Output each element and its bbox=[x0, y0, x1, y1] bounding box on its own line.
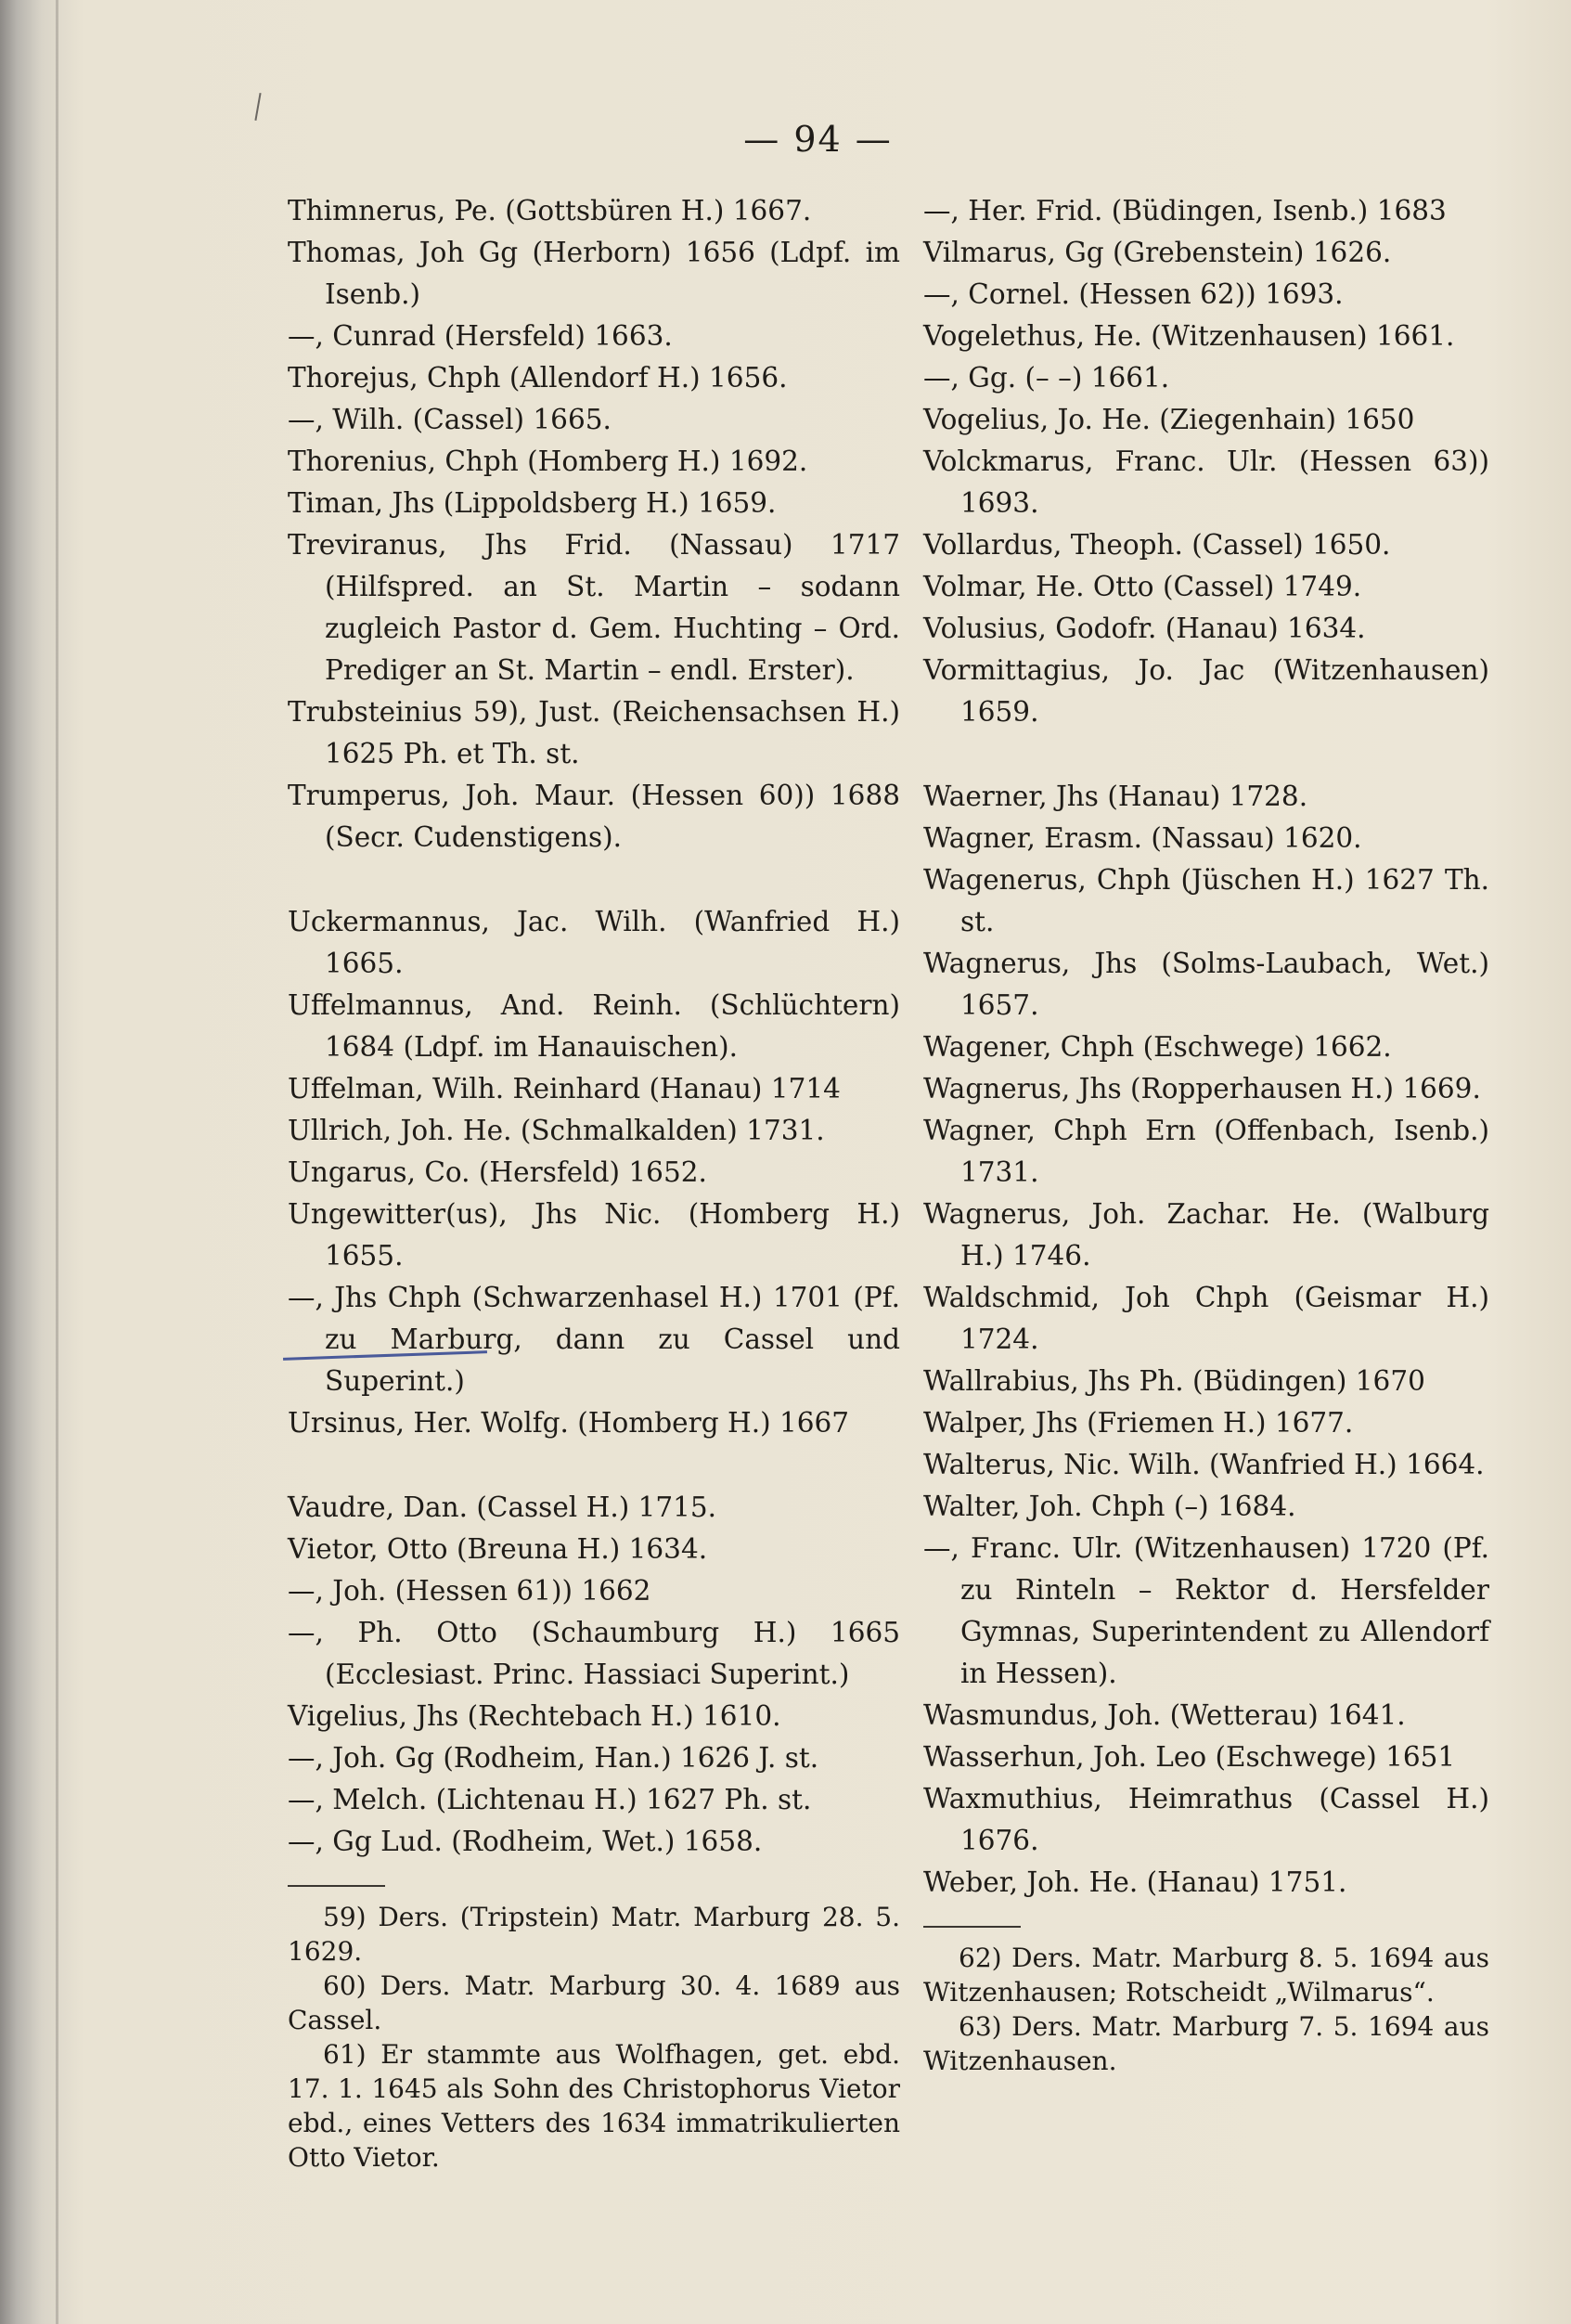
list-item: Wagner, Erasm. (Nassau) 1620. bbox=[923, 822, 1362, 854]
list-item: Treviranus, Jhs Frid. (Nassau) 1717 (Hilfspred. an St. Martin – sodann zugleich Pastor d. Gem. Huchting – Ord. Prediger an St. Martin – endl. Erster). bbox=[288, 529, 900, 686]
list-item: Vigelius, Jhs (Rechtebach H.) 1610. bbox=[288, 1700, 781, 1732]
list-item: Wallrabius, Jhs Ph. (Büdingen) 1670 bbox=[923, 1365, 1425, 1397]
list-item: Trumperus, Joh. Maur. (Hessen 60)) 1688 (Secr. Cudenstigens). bbox=[288, 780, 900, 853]
list-item: Ullrich, Joh. He. (Schmalkalden) 1731. bbox=[288, 1115, 825, 1146]
section-gap bbox=[923, 733, 1489, 776]
section-gap bbox=[288, 859, 900, 901]
list-item: Uffelmannus, And. Reinh. (Schlüchtern) 1684 (Ldpf. im Hanauischen). bbox=[288, 989, 900, 1063]
footnotes-left bbox=[288, 1900, 900, 2175]
entries-t bbox=[288, 190, 900, 859]
list-item: —, Franc. Ulr. (Witzenhausen) 1720 (Pf. zu Rinteln – Rektor d. Hersfelder Gymnas, Superintendent zu Allendorf in Hessen). bbox=[923, 1532, 1489, 1689]
footnote-text: 60) Ders. Matr. Marburg 30. 4. 1689 aus Cassel. bbox=[288, 1970, 900, 2035]
entries-v bbox=[288, 1487, 900, 1863]
list-item: Volmar, He. Otto (Cassel) 1749. bbox=[923, 571, 1362, 602]
list-item: Wagnerus, Jhs (Ropperhausen H.) 1669. bbox=[923, 1073, 1481, 1104]
page-number: — 94 — bbox=[743, 119, 893, 160]
list-item: Wagener, Chph (Eschwege) 1662. bbox=[923, 1031, 1392, 1063]
list-item: —, Wilh. (Cassel) 1665. bbox=[288, 404, 612, 435]
list-item: Waxmuthius, Heimrathus (Cassel H.) 1676. bbox=[923, 1783, 1489, 1856]
list-item: —, Cornel. (Hessen 62)) 1693. bbox=[923, 278, 1344, 310]
list-item: Wagnerus, Jhs (Solms-Laubach, Wet.) 1657. bbox=[923, 948, 1489, 1021]
list-item: Thorenius, Chph (Homberg H.) 1692. bbox=[288, 445, 808, 477]
list-item: Vormittagius, Jo. Jac (Witzenhausen) 1659. bbox=[923, 654, 1489, 728]
binding-gutter bbox=[56, 0, 58, 2324]
footnote bbox=[288, 2037, 900, 2175]
list-item: —, Ph. Otto (Schaumburg H.) 1665 (Ecclesiast. Princ. Hassiaci Superint.) bbox=[288, 1617, 900, 1690]
list-item: Wasmundus, Joh. (Wetterau) 1641. bbox=[923, 1699, 1406, 1731]
list-item: —, Joh. (Hessen 61)) 1662 bbox=[288, 1575, 651, 1607]
list-item: Thomas, Joh Gg (Herborn) 1656 (Ldpf. im Isenb.) bbox=[288, 237, 900, 310]
pencil-mark bbox=[254, 93, 261, 121]
list-item: Wasserhun, Joh. Leo (Eschwege) 1651 bbox=[923, 1741, 1456, 1773]
entries-u bbox=[288, 901, 900, 1444]
list-item: Walter, Joh. Chph (–) 1684. bbox=[923, 1491, 1296, 1522]
list-item: —, Cunrad (Hersfeld) 1663. bbox=[288, 320, 673, 352]
list-item: —, Gg. (– –) 1661. bbox=[923, 362, 1170, 394]
footnote-rule bbox=[923, 1926, 1021, 1928]
list-item: Uckermannus, Jac. Wilh. (Wanfried H.) 1665. bbox=[288, 906, 900, 979]
list-item: Trubsteinius 59), Just. (Reichensachsen H.) 1625 Ph. et Th. st. bbox=[288, 696, 900, 769]
list-item: Ursinus, Her. Wolfg. (Homberg H.) 1667 bbox=[288, 1407, 850, 1439]
section-gap bbox=[288, 1444, 900, 1487]
footnote bbox=[288, 1969, 900, 2037]
list-item: Ungewitter(us), Jhs Nic. (Homberg H.) 1655. bbox=[288, 1198, 900, 1272]
list-item: Uffelman, Wilh. Reinhard (Hanau) 1714 bbox=[288, 1073, 841, 1104]
list-item: Vogelius, Jo. He. (Ziegenhain) 1650 bbox=[923, 404, 1415, 435]
list-item: Walper, Jhs (Friemen H.) 1677. bbox=[923, 1407, 1354, 1439]
footnote bbox=[923, 1941, 1489, 2009]
list-item: —, Melch. (Lichtenau H.) 1627 Ph. st. bbox=[288, 1784, 812, 1815]
footnote-text: 62) Ders. Matr. Marburg 8. 5. 1694 aus Witzenhausen; Rotscheidt „Wilmarus“. bbox=[923, 1943, 1489, 2008]
list-item: Wagnerus, Joh. Zachar. He. (Walburg H.) 1746. bbox=[923, 1198, 1489, 1272]
list-item: Waerner, Jhs (Hanau) 1728. bbox=[923, 781, 1308, 812]
list-item: Volusius, Godofr. (Hanau) 1634. bbox=[923, 613, 1366, 644]
left-column bbox=[288, 190, 900, 2175]
list-item: Weber, Joh. He. (Hanau) 1751. bbox=[923, 1866, 1347, 1898]
footnote-rule bbox=[288, 1885, 385, 1887]
right-column bbox=[923, 190, 1489, 2078]
footnote bbox=[288, 1900, 900, 1969]
list-item: Ungarus, Co. (Hersfeld) 1652. bbox=[288, 1156, 707, 1188]
list-item: Vaudre, Dan. (Cassel H.) 1715. bbox=[288, 1491, 717, 1523]
list-item: Walterus, Nic. Wilh. (Wanfried H.) 1664. bbox=[923, 1449, 1485, 1480]
list-item: —, Gg Lud. (Rodheim, Wet.) 1658. bbox=[288, 1826, 763, 1857]
entries-v-cont bbox=[923, 190, 1489, 733]
footnotes-right bbox=[923, 1941, 1489, 2078]
list-item: Wagner, Chph Ern (Offenbach, Isenb.) 1731. bbox=[923, 1115, 1489, 1188]
list-item: —, Jhs Chph (Schwarzenhasel H.) 1701 (Pf. zu Marburg, dann zu Cassel und Superint.) bbox=[288, 1282, 900, 1397]
footnote bbox=[923, 2009, 1489, 2078]
footnote-text: 63) Ders. Matr. Marburg 7. 5. 1694 aus Witzenhausen. bbox=[923, 2011, 1489, 2076]
list-item: Vogelethus, He. (Witzenhausen) 1661. bbox=[923, 320, 1455, 352]
list-item: —, Joh. Gg (Rodheim, Han.) 1626 J. st. bbox=[288, 1742, 819, 1774]
list-item: Vollardus, Theoph. (Cassel) 1650. bbox=[923, 529, 1391, 561]
list-item: Thorejus, Chph (Allendorf H.) 1656. bbox=[288, 362, 788, 394]
list-item: Wagenerus, Chph (Jüschen H.) 1627 Th. st. bbox=[923, 864, 1489, 937]
entries-w bbox=[923, 776, 1489, 1904]
list-item: Vietor, Otto (Breuna H.) 1634. bbox=[288, 1533, 708, 1565]
footnote-text: 61) Er stammte aus Wolfhagen, get. ebd. 17. 1. 1645 als Sohn des Christophorus Vietor ebd., eines Vetters des 1634 immatrikulierten Otto Vietor. bbox=[288, 2039, 900, 2173]
footnote-text: 59) Ders. (Tripstein) Matr. Marburg 28. 5. 1629. bbox=[288, 1902, 900, 1967]
list-item: Thimnerus, Pe. (Gottsbüren H.) 1667. bbox=[288, 195, 812, 226]
list-item: Timan, Jhs (Lippoldsberg H.) 1659. bbox=[288, 487, 777, 519]
list-item: Vilmarus, Gg (Grebenstein) 1626. bbox=[923, 237, 1392, 268]
list-item: —, Her. Frid. (Büdingen, Isenb.) 1683 bbox=[923, 195, 1447, 226]
list-item: Waldschmid, Joh Chph (Geismar H.) 1724. bbox=[923, 1282, 1489, 1355]
list-item: Volckmarus, Franc. Ulr. (Hessen 63)) 1693. bbox=[923, 445, 1489, 519]
